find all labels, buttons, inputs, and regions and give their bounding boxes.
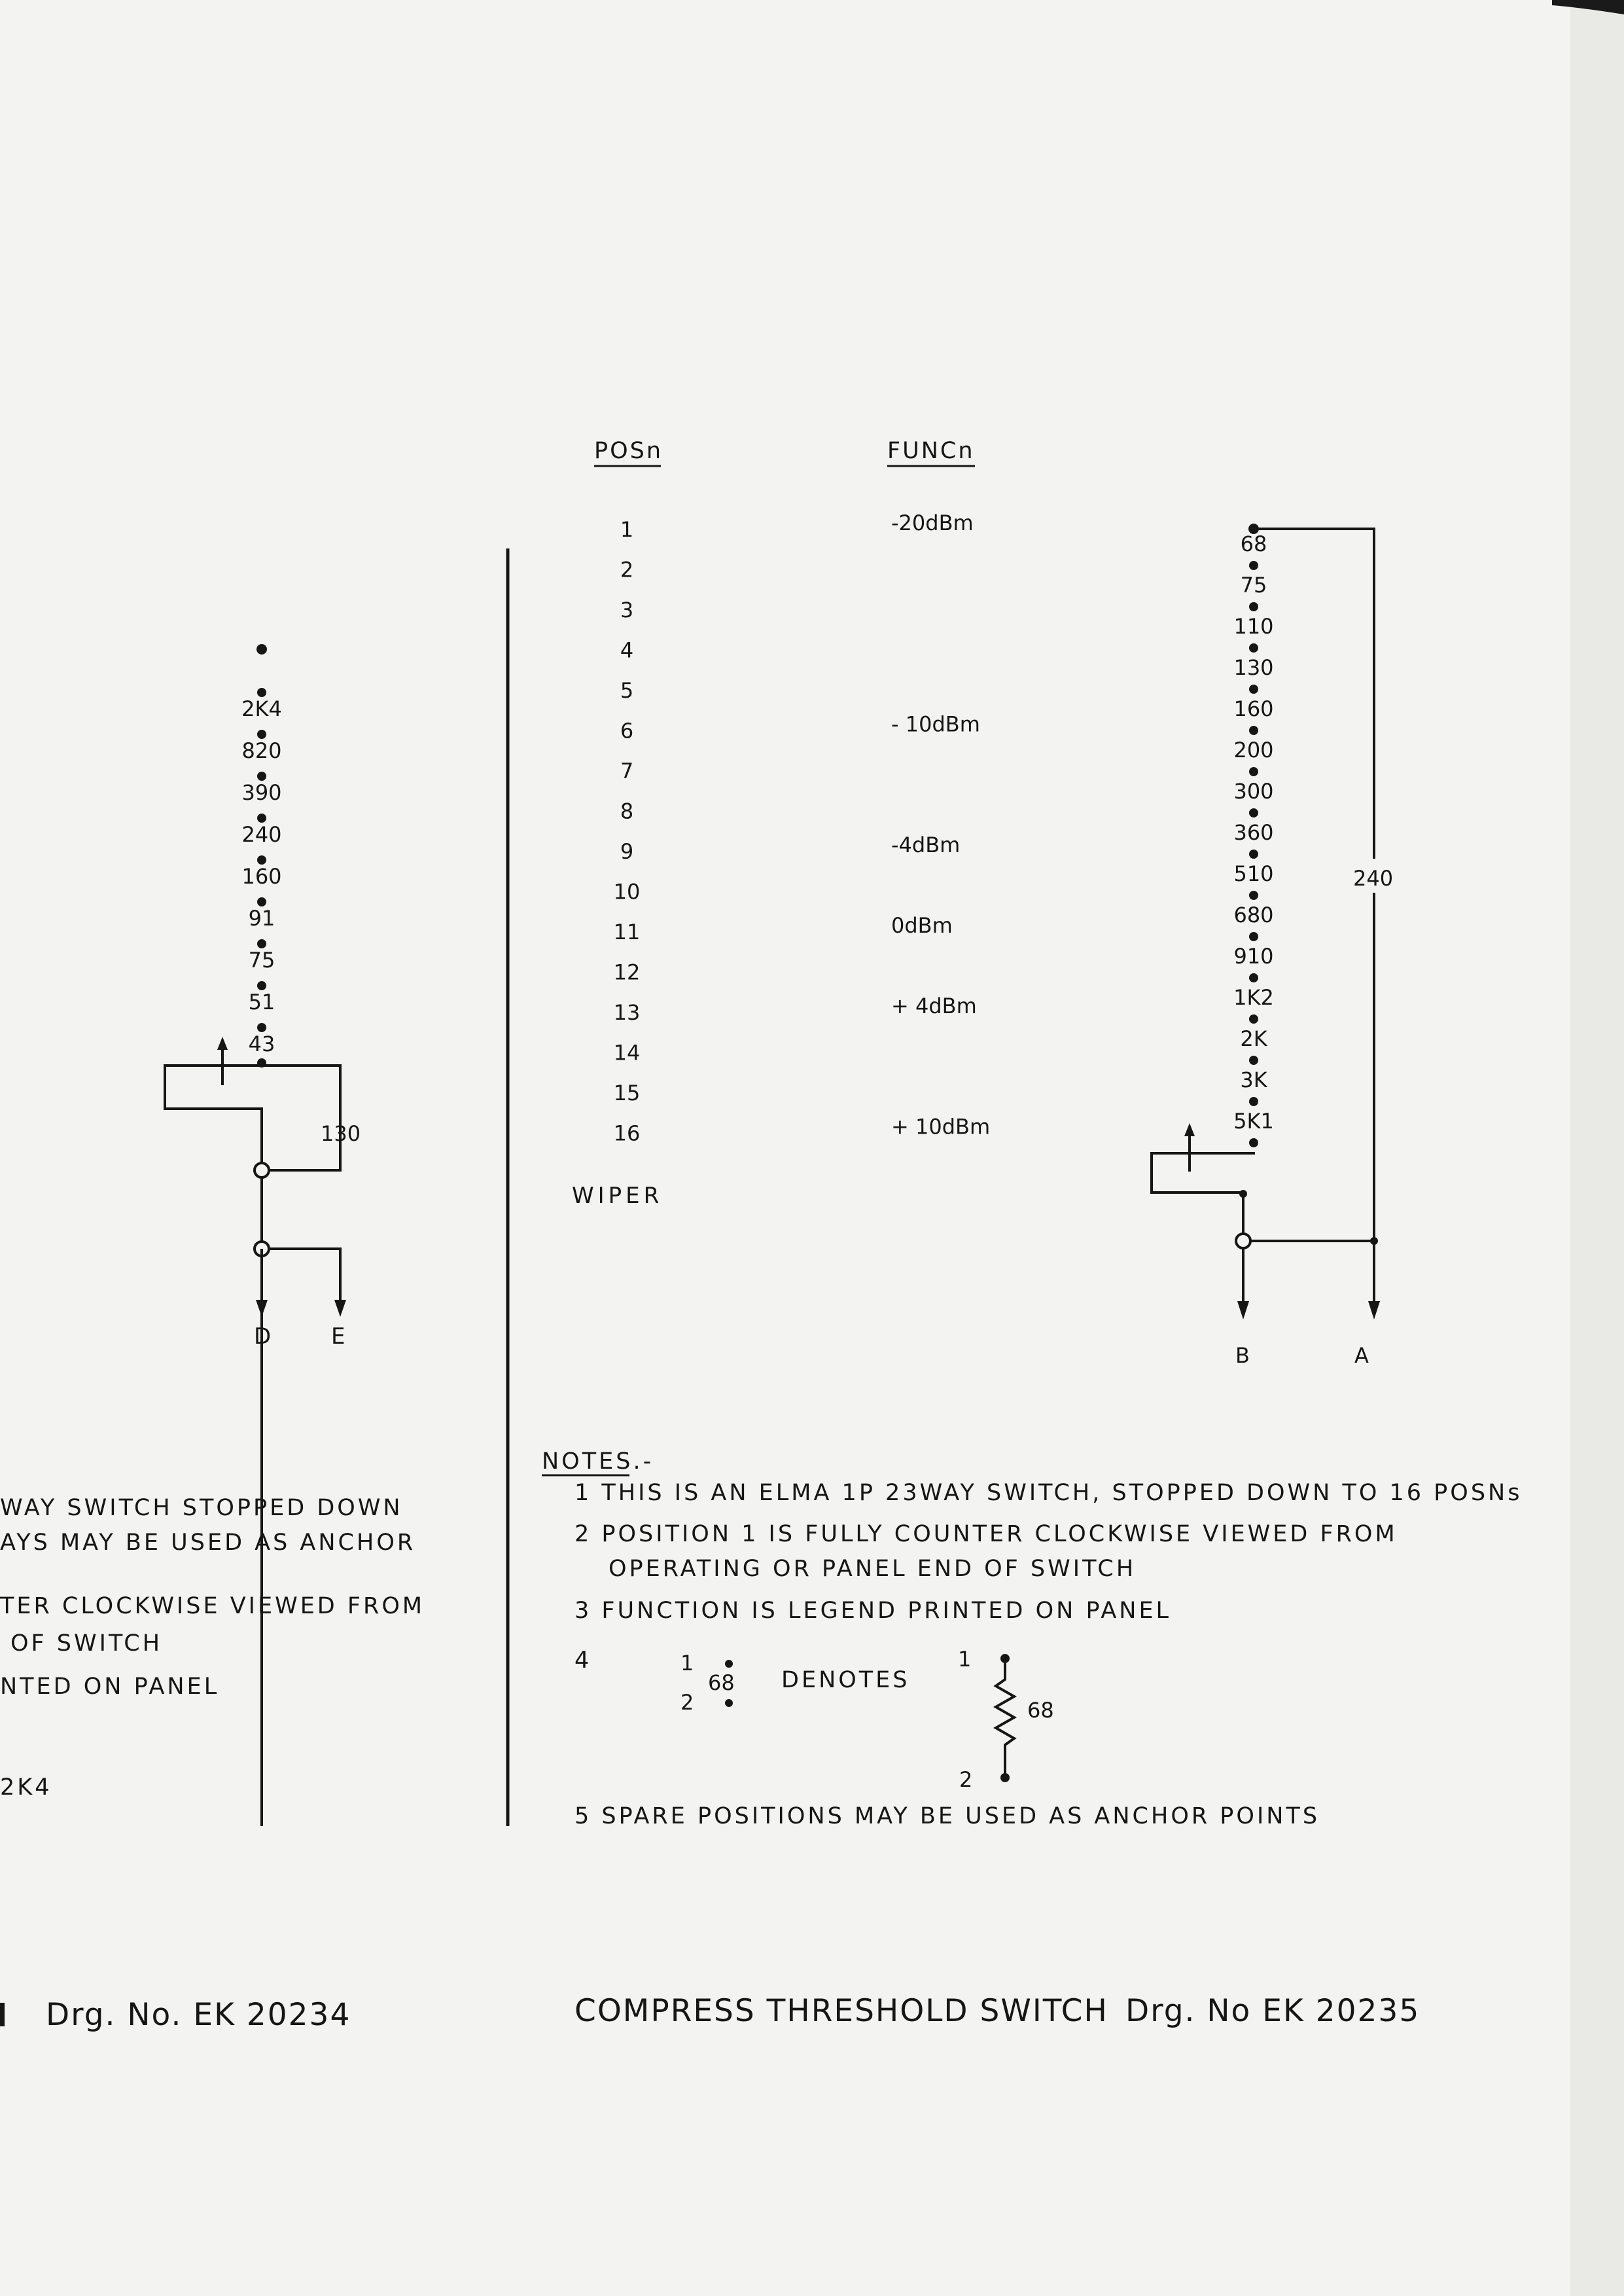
left-loop-resistor-label: 130 [321,1121,361,1146]
left-junction-1 [255,1163,269,1177]
position-number: 15 [613,1081,641,1105]
left-wiper-loop [165,1066,262,1826]
switch-resistor-label: 68 [1240,531,1267,556]
position-number: 4 [620,637,634,663]
drawing-title: COMPRESS THRESHOLD SWITCH [574,1993,1108,2029]
right-wiper-loop [1152,1153,1243,1301]
switch-contact [1249,643,1258,653]
switch-contact [1249,973,1258,982]
left-contact [257,730,266,739]
switch-resistor-label: 3K [1240,1067,1267,1092]
output-e-label: E [331,1323,349,1350]
left-resistor-label: 91 [248,906,275,931]
resistor-symbol [996,1659,1014,1776]
switch-contact [1249,891,1258,900]
legend-resistor-pin-1: 1 [958,1647,972,1672]
position-number: 5 [620,678,634,703]
left-e-arrow [334,1300,346,1317]
left-notes-fragment [0,1495,425,1801]
note-5: 5 SPARE POSITIONS MAY BE USED AS ANCHOR POINTS [574,1803,1320,1829]
switch-resistor-label: 1K2 [1233,985,1274,1010]
left-note-line-4: OF SWITCH [10,1630,163,1657]
switch-resistor-label: 910 [1233,944,1274,969]
left-contact [257,981,266,990]
left-resistor-label: 240 [241,822,282,847]
position-number: 10 [613,879,641,905]
position-number: 9 [620,839,634,864]
notes-heading: NOTES.- [542,1448,654,1475]
right-a-node [1370,1237,1378,1245]
position-function: + 10dBm [891,1114,991,1139]
switch-contact [1249,1138,1258,1147]
left-resistor-label: 160 [241,864,282,889]
left-resistor-label: 75 [248,948,275,973]
left-contact [257,814,266,823]
left-note-line-6: 2K4 [0,1774,52,1801]
left-switch-diagram [165,644,361,1826]
left-contact [257,1023,266,1032]
left-e-branch [262,1249,340,1302]
left-title-bar-mark [0,2003,5,2026]
left-note-line-2: AYS MAY BE USED AS ANCHOR [0,1530,416,1556]
drawing-number: Drg. No EK 20235 [1125,1993,1421,2029]
switch-resistor-label: 300 [1233,779,1274,804]
right-wiper-node [1239,1190,1247,1198]
legend-denotes: DENOTES [781,1667,910,1693]
left-drawing-number: Drg. No. EK 20234 [46,1997,351,2033]
switch-resistor-label: 2K [1240,1026,1267,1051]
note-2: 2 POSITION 1 IS FULLY COUNTER CLOCKWISE VIEWED FROM [574,1521,1398,1547]
position-function: - 10dBm [891,711,980,737]
position-number: 1 [620,517,634,542]
bypass-resistor-label: 240 [1353,866,1394,891]
legend-resistor-value: 68 [1027,1698,1054,1723]
position-number: 2 [620,557,634,583]
switch-resistor-label: 160 [1233,696,1274,721]
left-resistor-label: 820 [241,738,282,763]
left-resistor-label: 43 [248,1031,275,1056]
posn-header: POSn [594,438,663,464]
left-130-loop [262,1066,340,1170]
position-number: 6 [620,718,634,744]
left-d-arrow [256,1300,268,1317]
left-resistor-label: 390 [241,780,282,805]
position-number: 3 [620,598,634,622]
output-b-label: B [1235,1343,1250,1368]
wiper-label: WIPER [572,1183,663,1209]
legend-resistor-dot-2 [1000,1773,1010,1782]
left-contact [257,939,266,948]
legend-dot-2 [725,1699,733,1707]
legend-compact-value: 68 [708,1670,735,1695]
switch-resistor-label: 5K1 [1233,1109,1274,1134]
legend-pin-1: 1 [680,1651,694,1676]
switch-resistor-label: 110 [1233,614,1274,639]
note-1: 1 THIS IS AN ELMA 1P 23WAY SWITCH, STOPPED DOWN TO 16 POSNs [574,1480,1523,1506]
left-contact [257,855,266,865]
right-junction [1236,1234,1250,1248]
left-note-line-3: TER CLOCKWISE VIEWED FROM [0,1593,425,1619]
output-a-arrow [1368,1301,1380,1319]
position-function: 0dBm [891,913,953,938]
switch-contact [1249,932,1258,941]
legend-dot-1 [725,1660,733,1668]
note-4-number: 4 [574,1647,592,1674]
position-number: 12 [613,960,641,985]
output-d-label: D [254,1323,275,1350]
switch-contact [1249,685,1258,694]
legend-pin-2: 2 [680,1690,694,1715]
switch-contact [1249,726,1258,735]
right-wiper-arrow-head [1184,1123,1195,1136]
notes-block [542,1448,1522,1829]
position-function: -4dBm [891,833,961,857]
position-number: 14 [613,1040,641,1066]
position-number: 8 [620,798,634,824]
position-number: 13 [613,1000,641,1025]
position-function: + 4dBm [891,994,977,1018]
position-number: 16 [613,1121,641,1146]
switch-resistor-label: 75 [1240,573,1267,598]
funcn-header: FUNCn [887,438,975,464]
switch-contact [1249,767,1258,776]
position-function: -20dBm [891,511,974,535]
position-number: 11 [613,920,641,944]
switch-resistor-label: 200 [1233,738,1274,762]
switch-contact [1249,1097,1258,1106]
switch-contact [1249,602,1258,611]
left-note-line-5: NTED ON PANEL [0,1674,220,1700]
left-resistor-label: 2K4 [241,696,282,721]
switch-contact [1249,1056,1258,1065]
left-resistor-label: 51 [248,990,275,1014]
switch-contact [1249,561,1258,570]
position-function-table [572,438,990,1209]
left-contact-spare [256,644,267,655]
threshold-switch-diagram [1152,524,1394,1368]
switch-contact [1249,850,1258,859]
output-b-arrow [1237,1301,1249,1319]
note-2-continued: OPERATING OR PANEL END OF SWITCH [609,1556,1137,1582]
switch-resistor-label: 360 [1233,820,1274,845]
left-note-line-1: WAY SWITCH STOPPED DOWN [0,1495,403,1521]
left-wiper-arrow-head [217,1037,228,1050]
switch-resistor-label: 130 [1233,655,1274,680]
left-contact [257,688,266,697]
note-3: 3 FUNCTION IS LEGEND PRINTED ON PANEL [574,1598,1172,1624]
left-contact [257,772,266,781]
switch-contact [1249,1014,1258,1024]
left-contact [257,897,266,906]
scan-edge-shadow [1570,0,1624,2296]
position-number: 7 [620,759,634,783]
legend-resistor-pin-2: 2 [959,1767,973,1792]
switch-contact [1249,808,1258,817]
switch-resistor-label: 680 [1233,903,1274,927]
output-a-label: A [1354,1343,1369,1368]
switch-resistor-label: 510 [1233,861,1274,886]
